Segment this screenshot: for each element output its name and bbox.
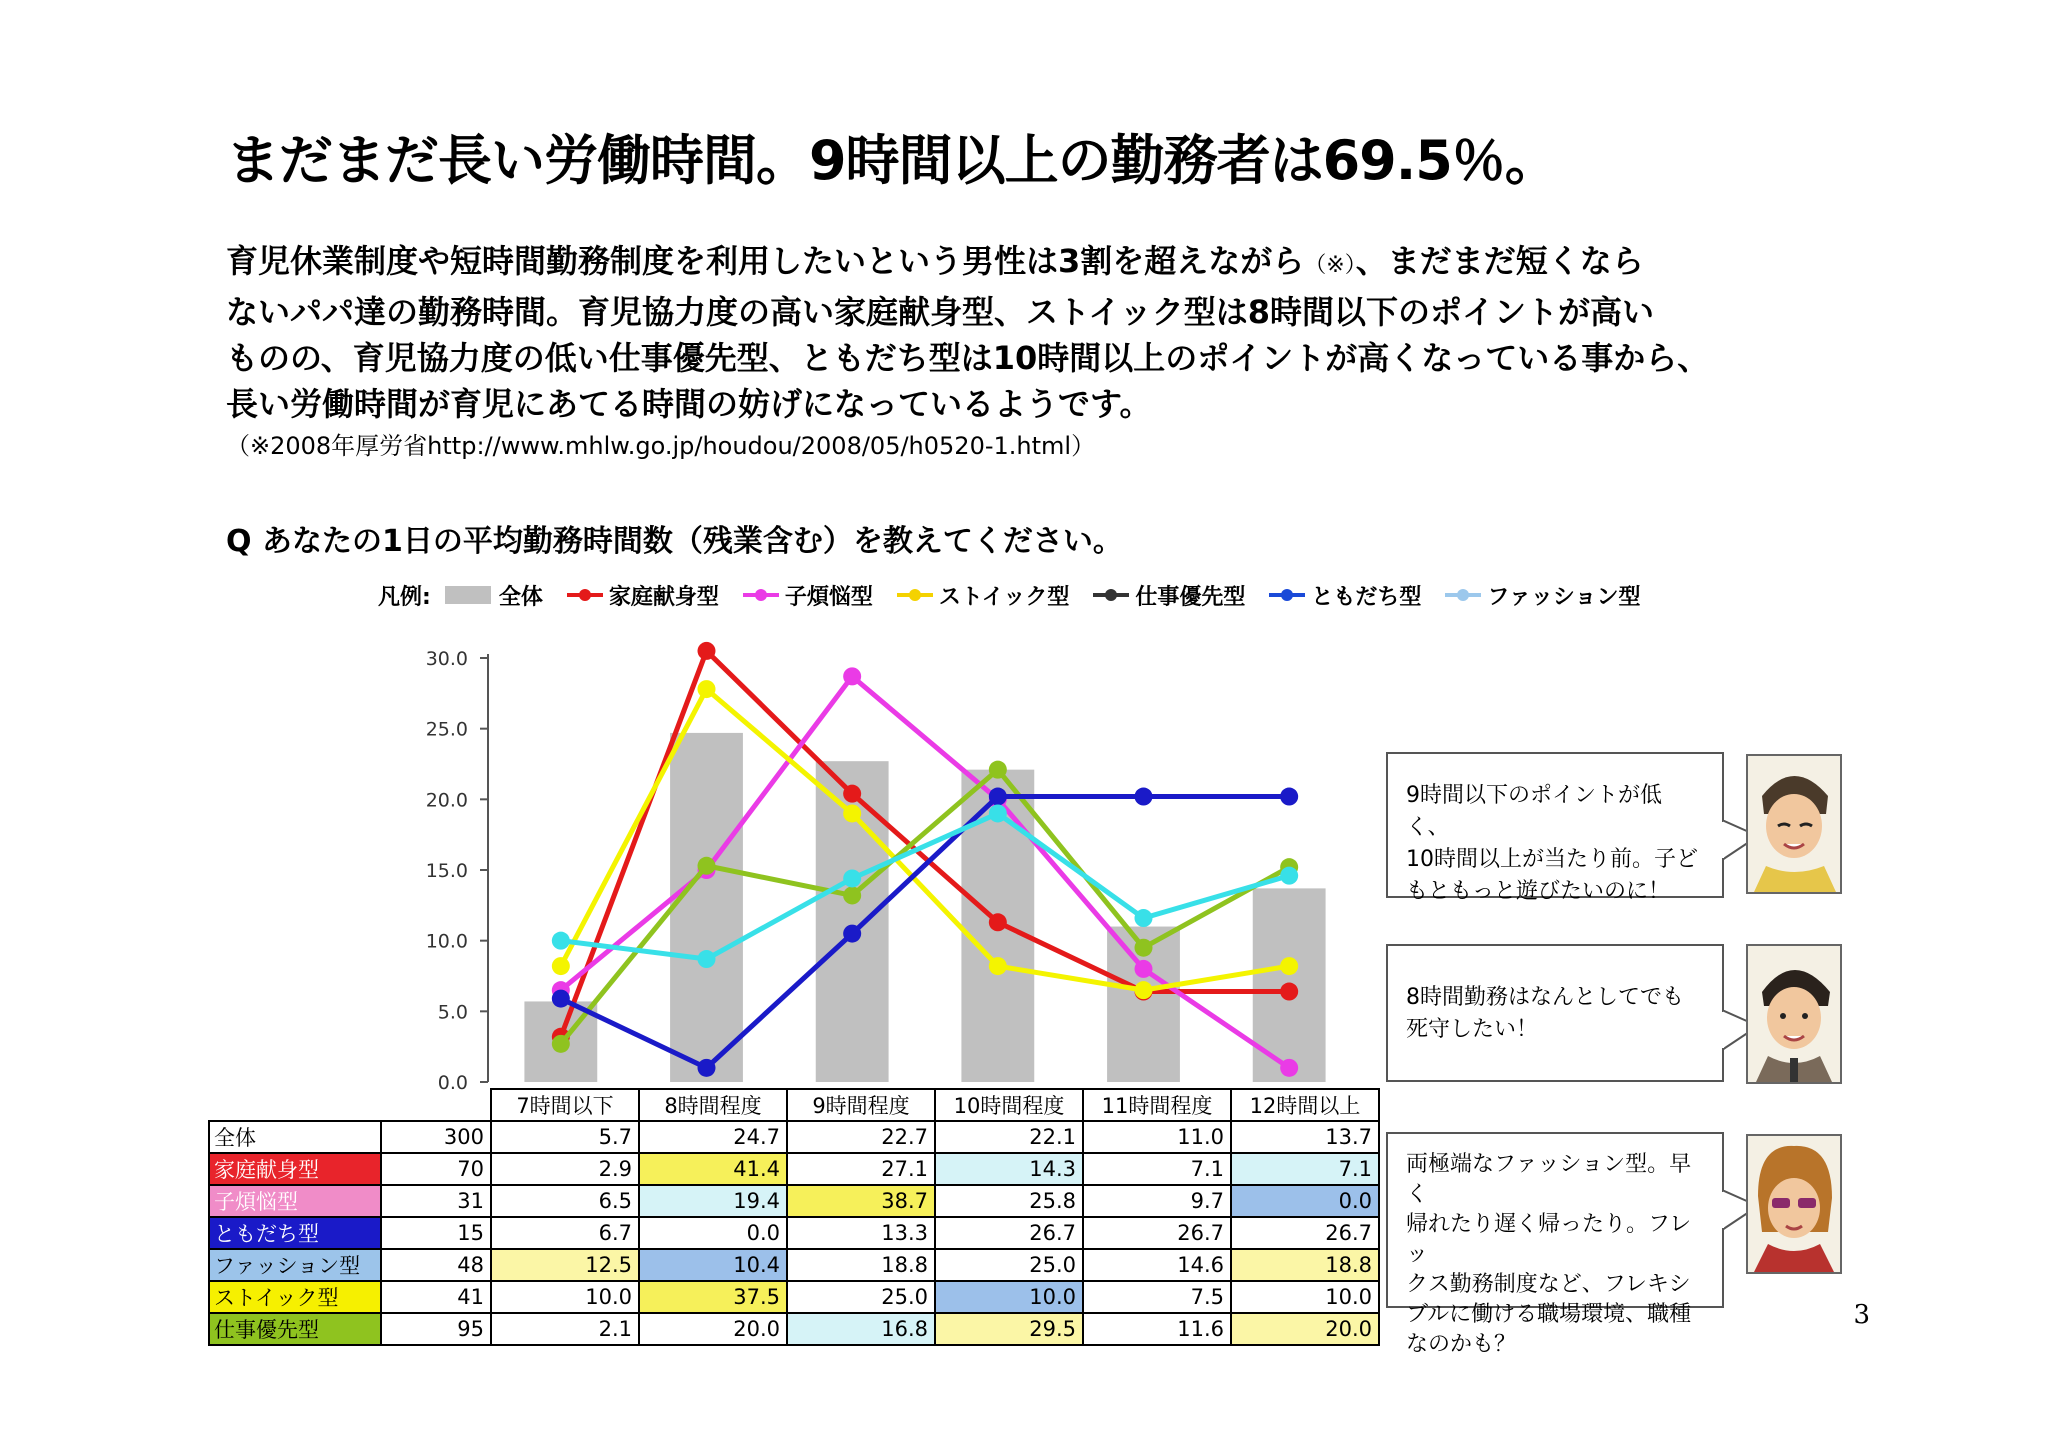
point-tomodachi: [1135, 788, 1153, 806]
bar-all-2: [670, 733, 743, 1082]
point-fashion: [698, 950, 716, 968]
point-fashion: [843, 869, 861, 887]
table-cell: 11.6: [1083, 1313, 1231, 1345]
point-tomodachi: [843, 925, 861, 943]
comment-1-line: 9時間以下のポイントが低く、: [1406, 783, 1662, 840]
legend-item-kobonnou: 子煩悩型: [741, 580, 873, 611]
point-kobonnou: [1135, 960, 1153, 978]
row-count: 15: [381, 1217, 491, 1249]
comment-3-line: 帰れたり遅く帰ったり。フレッ: [1406, 1212, 1692, 1267]
point-stoic: [1280, 957, 1298, 975]
table-cell: 38.7: [787, 1185, 935, 1217]
legend-item-tomodachi: ともだち型: [1267, 580, 1421, 611]
point-shigoto: [843, 886, 861, 904]
table-cell: 9.7: [1083, 1185, 1231, 1217]
table-header: 9時間程度: [787, 1089, 935, 1121]
point-tomodachi: [1280, 788, 1298, 806]
point-kateikenshin: [843, 785, 861, 803]
series-line-kobonnou: [561, 676, 1289, 1067]
point-tomodachi: [989, 788, 1007, 806]
row-count: 31: [381, 1185, 491, 1217]
table-cell: 14.3: [935, 1153, 1083, 1185]
series-line-stoic: [561, 689, 1289, 990]
survey-question: Q あなたの1日の平均勤務時間数（残業含む）を教えてください。: [226, 524, 1123, 559]
table-cell: 18.8: [1231, 1249, 1379, 1281]
lead-line-2: ないパパ達の勤務時間。育児協力度の高い家庭献身型、ストイック型は8時間以下のポイントが高い: [226, 293, 1655, 331]
lead-line-1: 育児休業制度や短時間勤務制度を利用したいという男性は3割を超えながら（※）、まだまだ短くなら: [226, 242, 1644, 280]
legend-item-stoic: ストイック型: [895, 580, 1069, 611]
table-cell: 11.0: [1083, 1121, 1231, 1153]
row-label: 子煩悩型: [209, 1185, 381, 1217]
row-count: 95: [381, 1313, 491, 1345]
row-count: 300: [381, 1121, 491, 1153]
table-header: 11時間程度: [1083, 1089, 1231, 1121]
table-cell: 0.0: [639, 1217, 787, 1249]
point-stoic: [1135, 981, 1153, 999]
table-cell: 2.9: [491, 1153, 639, 1185]
table-cell: 10.0: [935, 1281, 1083, 1313]
table-row: [209, 1121, 1379, 1153]
point-stoic: [552, 957, 570, 975]
table-header: 7時間以下: [491, 1089, 639, 1121]
comment-bubble-1: [1386, 752, 1724, 904]
work-hours-chart: [380, 630, 1370, 1090]
table-cell: 25.0: [935, 1249, 1083, 1281]
table-cell: 10.0: [491, 1281, 639, 1313]
table-row: [209, 1185, 1379, 1217]
point-shigoto: [1135, 939, 1153, 957]
legend-swatch-bar: [445, 586, 491, 604]
legend-label: 凡例:: [378, 584, 431, 610]
row-label: 家庭献身型: [209, 1153, 381, 1185]
lead-line-4: 長い労働時間が育児にあてる時間の妨げになっているようです。: [226, 385, 1152, 423]
point-stoic: [989, 957, 1007, 975]
legend-item-all: 全体: [445, 580, 543, 611]
table-cell: 27.1: [787, 1153, 935, 1185]
table-header: 10時間程度: [935, 1089, 1083, 1121]
table-cell: 19.4: [639, 1185, 787, 1217]
table-row: [209, 1313, 1379, 1345]
y-tick-label: 10.0: [425, 930, 468, 953]
avatar-stoic-man: [1746, 944, 1842, 1084]
table-cell: 22.7: [787, 1121, 935, 1153]
table-corner-n: [381, 1089, 491, 1121]
comment-3-line: なのかも？: [1406, 1332, 1517, 1357]
row-count: 70: [381, 1153, 491, 1185]
legend-item-shigoto: 仕事優先型: [1091, 580, 1245, 611]
table-cell: 7.1: [1083, 1153, 1231, 1185]
table-header: 12時間以上: [1231, 1089, 1379, 1121]
y-tick-label: 0.0: [437, 1072, 468, 1090]
row-label: 仕事優先型: [209, 1313, 381, 1345]
table-cell: 7.1: [1231, 1153, 1379, 1185]
table-cell: 25.0: [787, 1281, 935, 1313]
table-cell: 0.0: [1231, 1185, 1379, 1217]
row-label: ファッション型: [209, 1249, 381, 1281]
chart-legend: [378, 578, 1662, 612]
lead-line-3: ものの、育児協力度の低い仕事優先型、ともだち型は10時間以上のポイントが高くなっている事から、: [226, 339, 1710, 377]
y-tick-label: 25.0: [425, 718, 468, 741]
point-fashion: [989, 804, 1007, 822]
table-cell: 24.7: [639, 1121, 787, 1153]
table-cell: 29.5: [935, 1313, 1083, 1345]
table-cell: 2.1: [491, 1313, 639, 1345]
comment-bubble-2: [1386, 944, 1724, 1082]
table-cell: 18.8: [787, 1249, 935, 1281]
table-header: 8時間程度: [639, 1089, 787, 1121]
table-header-row: [209, 1089, 1379, 1121]
table-cell: 26.7: [935, 1217, 1083, 1249]
table-cell: 6.5: [491, 1185, 639, 1217]
comment-2-line: 死守したい！: [1406, 1017, 1539, 1042]
point-kateikenshin: [698, 642, 716, 660]
row-label: ともだち型: [209, 1217, 381, 1249]
comment-3-line: ブルに働ける職場環境、職種: [1406, 1302, 1692, 1327]
table-corner: [209, 1089, 381, 1121]
table-cell: 22.1: [935, 1121, 1083, 1153]
table-cell: 20.0: [1231, 1313, 1379, 1345]
comment-1-line: もともっと遊びたいのに！: [1406, 879, 1671, 904]
avatar-fashion-man: [1746, 1134, 1842, 1274]
table-cell: 13.7: [1231, 1121, 1379, 1153]
table-cell: 41.4: [639, 1153, 787, 1185]
point-stoic: [698, 680, 716, 698]
comment-bubble-3: [1386, 1132, 1724, 1357]
y-tick-label: 20.0: [425, 789, 468, 812]
series-line-tomodachi: [561, 797, 1289, 1068]
table-cell: 26.7: [1231, 1217, 1379, 1249]
point-fashion: [1280, 867, 1298, 885]
lead-paragraph: [226, 238, 1866, 427]
comment-2-line: 8時間勤務はなんとしてでも: [1406, 985, 1684, 1010]
legend-item-kateikenshin: 家庭献身型: [565, 580, 719, 611]
point-kateikenshin: [989, 913, 1007, 931]
source-note: （※2008年厚労省http://www.mhlw.go.jp/houdou/2008/05/h0520-1.html）: [226, 432, 1096, 460]
point-stoic: [843, 804, 861, 822]
comment-1-line: 10時間以上が当たり前。子ど: [1406, 847, 1698, 872]
point-fashion: [1135, 909, 1153, 927]
table-cell: 6.7: [491, 1217, 639, 1249]
point-kateikenshin: [1280, 983, 1298, 1001]
point-shigoto: [552, 1035, 570, 1053]
comment-3-line: クス勤務制度など、フレキシ: [1406, 1272, 1691, 1297]
point-tomodachi: [552, 990, 570, 1008]
table-cell: 5.7: [491, 1121, 639, 1153]
row-label: ストイック型: [209, 1281, 381, 1313]
y-tick-label: 30.0: [425, 648, 468, 670]
table-cell: 26.7: [1083, 1217, 1231, 1249]
page-title: まだまだ長い労働時間。9時間以上の勤務者は69.5％。: [226, 129, 1558, 192]
point-shigoto: [698, 857, 716, 875]
y-tick-label: 5.0: [437, 1001, 468, 1024]
table-cell: 37.5: [639, 1281, 787, 1313]
table-row: [209, 1249, 1379, 1281]
table-row: [209, 1153, 1379, 1185]
row-count: 41: [381, 1281, 491, 1313]
table-cell: 12.5: [491, 1249, 639, 1281]
comment-3-line: 両極端なファッション型。早く: [1406, 1152, 1692, 1207]
table-cell: 10.0: [1231, 1281, 1379, 1313]
table-row: [209, 1217, 1379, 1249]
table-cell: 16.8: [787, 1313, 935, 1345]
page-number: 3: [1853, 1300, 1870, 1330]
point-kobonnou: [843, 667, 861, 685]
data-table: [208, 1088, 1380, 1346]
row-count: 48: [381, 1249, 491, 1281]
point-shigoto: [989, 761, 1007, 779]
table-cell: 10.4: [639, 1249, 787, 1281]
table-cell: 14.6: [1083, 1249, 1231, 1281]
avatar-shigoto-man: [1746, 754, 1842, 894]
y-tick-label: 15.0: [425, 860, 468, 882]
legend-item-fashion: ファッション型: [1443, 580, 1640, 611]
table-cell: 20.0: [639, 1313, 787, 1345]
point-fashion: [552, 932, 570, 950]
row-label: 全体: [209, 1121, 381, 1153]
table-cell: 13.3: [787, 1217, 935, 1249]
table-cell: 25.8: [935, 1185, 1083, 1217]
table-row: [209, 1281, 1379, 1313]
point-tomodachi: [698, 1059, 716, 1077]
table-cell: 7.5: [1083, 1281, 1231, 1313]
point-kobonnou: [1280, 1059, 1298, 1077]
